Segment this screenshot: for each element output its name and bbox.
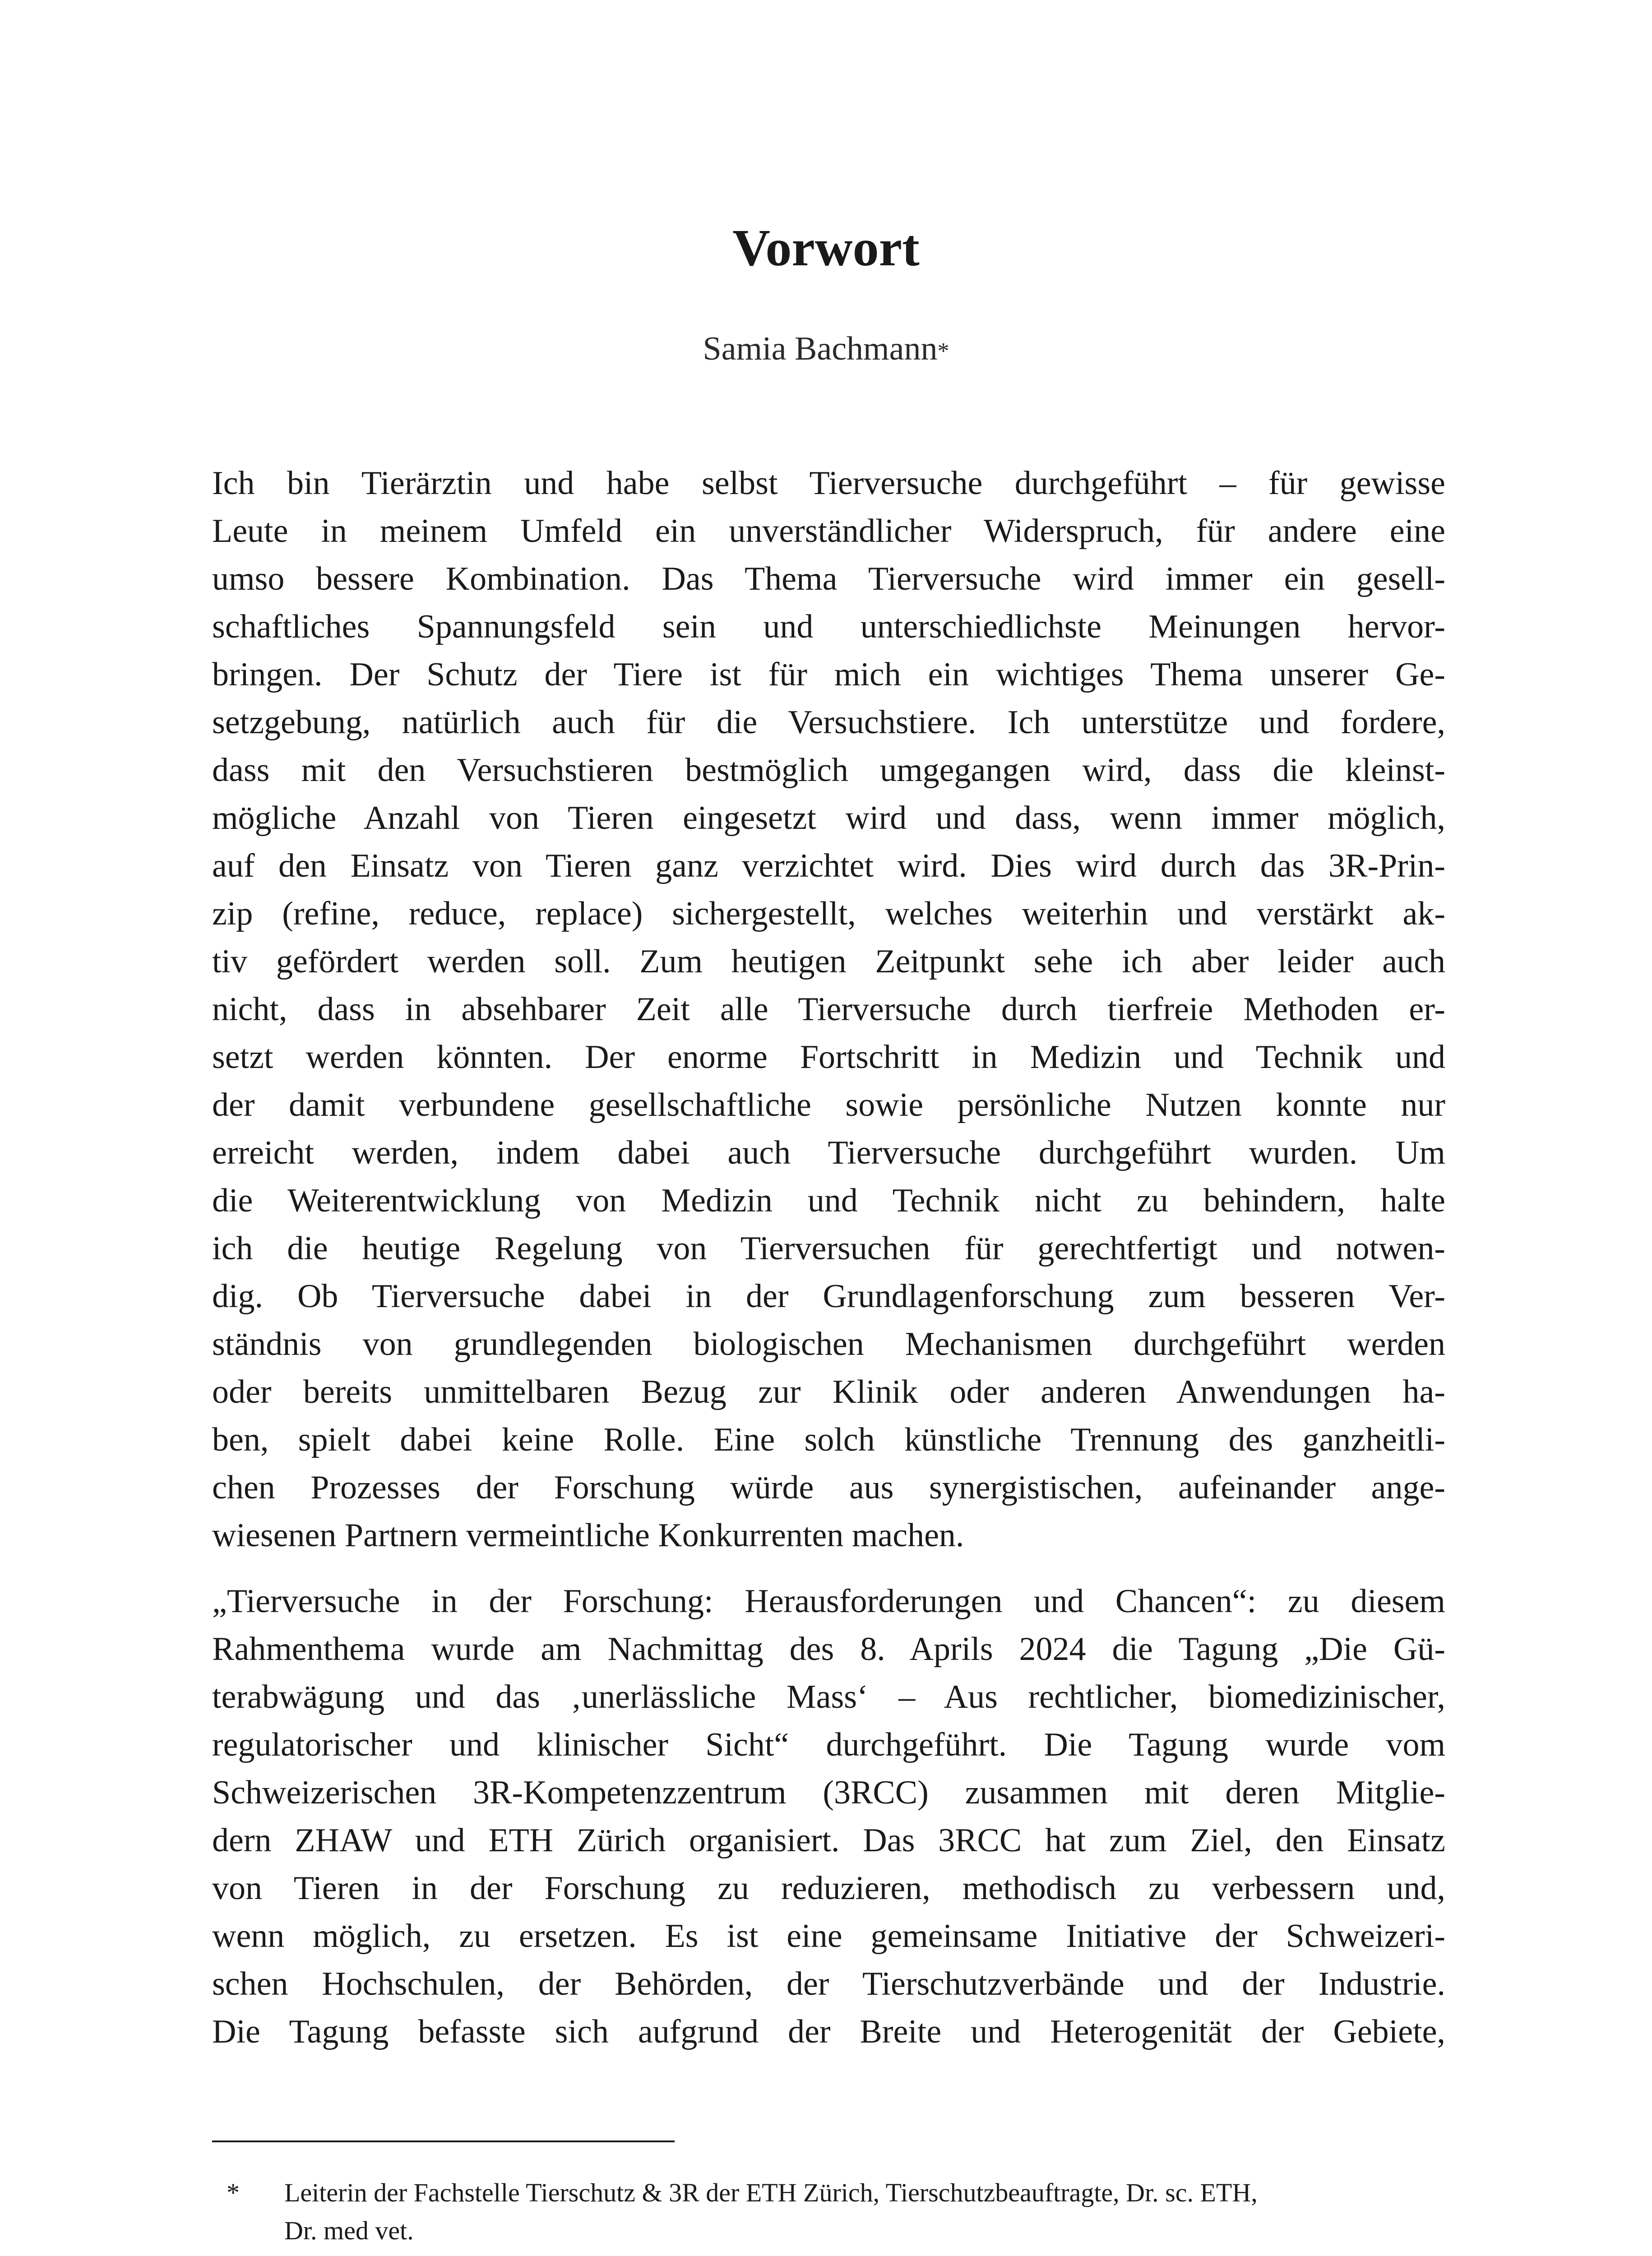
text-line: schen Hochschulen, der Behörden, der Tierschutzverbände und der Industrie. [212,1965,1445,2002]
text-line: bringen. Der Schutz der Tiere ist für mich ein wichtiges Thema unserer Ge- [212,656,1445,693]
text-line: oder bereits unmittelbaren Bezug zur Klinik oder anderen Anwendungen ha- [212,1373,1445,1410]
paragraph-1 [212,459,1445,1559]
text-line: tiv gefördert werden soll. Zum heutigen Zeitpunkt sehe ich aber leider auch [212,943,1445,980]
text-line: setzt werden könnten. Der enorme Fortschritt in Medizin und Technik und [212,1039,1445,1076]
author-name: Samia Bachmann [703,330,938,367]
text-line: schaftliches Spannungsfeld sein und unterschiedlichste Meinungen hervor- [212,608,1445,645]
page-title: Vorwort [732,219,920,277]
text-line: chen Prozesses der Forschung würde aus synergistischen, aufeinander ange- [212,1469,1445,1506]
text-line: Schweizerischen 3R-Kompetenzzentrum (3RCC) zusammen mit deren Mitglie- [212,1774,1445,1811]
text-line: ich die heutige Regelung von Tierversuchen für gerechtfertigt und notwen- [212,1230,1445,1267]
text-line: erreicht werden, indem dabei auch Tierversuche durchgeführt wurden. Um [212,1134,1445,1171]
text-line: Leute in meinem Umfeld ein unverständlicher Widerspruch, für andere eine [212,513,1445,550]
text-line: regulatorischer und klinischer Sicht“ durchgeführt. Die Tagung wurde vom [212,1726,1445,1763]
footnote-marker: * [227,2178,240,2207]
footnote-line: Dr. med vet. [284,2216,414,2245]
text-line: terabwägung und das ‚unerlässliche Mass‘ – Aus rechtlicher, biomedizinischer, [212,1678,1445,1715]
text-line: Ich bin Tierärztin und habe selbst Tierversuche durchgeführt – für gewisse [212,465,1445,502]
text-line: ständnis von grundlegenden biologischen Mechanismen durchgeführt werden [212,1326,1445,1363]
text-line: Rahmenthema wurde am Nachmittag des 8. Aprils 2024 die Tagung „Die Gü- [212,1631,1445,1668]
text-line: Die Tagung befasste sich aufgrund der Breite und Heterogenität der Gebiete, [212,2013,1445,2050]
author-line [0,324,1652,374]
text-line: der damit verbundene gesellschaftliche sowie persönliche Nutzen konnte nur [212,1086,1445,1123]
footnote-divider [212,2140,675,2142]
text-line: setzgebung, natürlich auch für die Versuchstiere. Ich unterstütze und fordere, [212,704,1445,741]
text-line: dern ZHAW und ETH Zürich organisiert. Das 3RCC hat zum Ziel, den Einsatz [212,1822,1445,1859]
text-line: die Weiterentwicklung von Medizin und Technik nicht zu behindern, halte [212,1182,1445,1219]
text-line: nicht, dass in absehbarer Zeit alle Tierversuche durch tierfreie Methoden er- [212,991,1445,1028]
text-line: auf den Einsatz von Tieren ganz verzichtet wird. Dies wird durch das 3R-Prin- [212,847,1445,884]
text-line: von Tieren in der Forschung zu reduzieren, methodisch zu verbessern und, [212,1870,1445,1907]
text-line: wiesenen Partnern vermeintliche Konkurrenten machen. [212,1517,964,1554]
text-line: wenn möglich, zu ersetzen. Es ist eine gemeinsame Initiative der Schweizeri- [212,1918,1445,1955]
author-footnote-mark: * [937,338,949,364]
text-line: mögliche Anzahl von Tieren eingesetzt wird und dass, wenn immer möglich, [212,800,1445,837]
paragraph-2 [212,1577,1445,2056]
text-line: „Tierversuche in der Forschung: Herausforderungen und Chancen“: zu diesem [212,1583,1445,1620]
text-line: ben, spielt dabei keine Rolle. Eine solch künstliche Trennung des ganzheitli- [212,1421,1445,1458]
footnote-line: Leiterin der Fachstelle Tierschutz & 3R der ETH Zürich, Tierschutzbeauftragte, Dr. sc. ETH, [284,2178,1258,2207]
text-line: umso bessere Kombination. Das Thema Tierversuche wird immer ein gesell- [212,560,1445,597]
text-line: dass mit den Versuchstieren bestmöglich umgegangen wird, dass die kleinst- [212,752,1445,789]
footnote-text [284,2174,1445,2250]
text-line: dig. Ob Tierversuche dabei in der Grundlagenforschung zum besseren Ver- [212,1278,1445,1315]
text-line: zip (refine, reduce, replace) sichergestellt, welches weiterhin und verstärkt ak- [212,895,1445,932]
